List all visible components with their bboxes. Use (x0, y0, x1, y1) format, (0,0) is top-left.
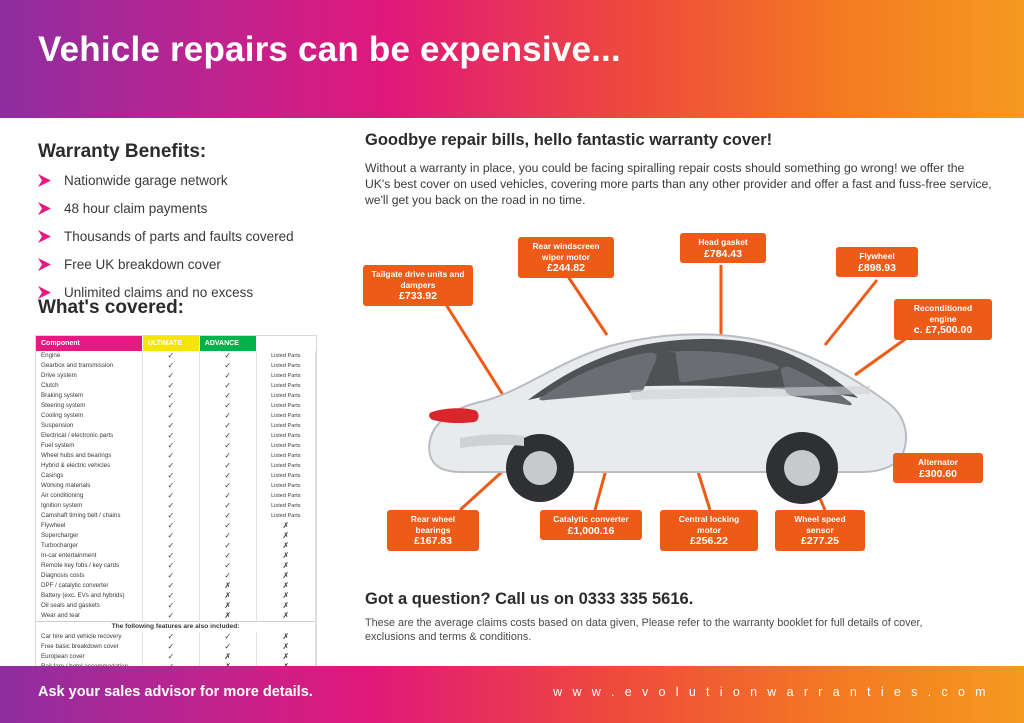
cell-essential: ✗ (256, 632, 315, 642)
callout-label: Reconditioned engine (913, 303, 973, 324)
callout-label: Central locking motor (678, 514, 740, 535)
cell-component: Cooling system (36, 411, 142, 421)
cell-ultimate: ✓ (142, 351, 199, 361)
cell-ultimate: ✓ (142, 521, 199, 531)
callout-label: Wheel speed sensor (794, 514, 846, 535)
cell-component: Suspension (36, 421, 142, 431)
cell-component: Braking system (36, 391, 142, 401)
callout-price: £167.83 (414, 535, 452, 547)
table-row (36, 632, 316, 642)
table-row (36, 401, 316, 411)
cell-component: Clutch (36, 381, 142, 391)
cell-essential: Listed Parts (256, 471, 315, 481)
cell-component: Battery (exc. EVs and hybrids) (36, 591, 142, 601)
page-title: Vehicle repairs can be expensive... (38, 30, 621, 69)
table-row (36, 351, 316, 361)
cell-essential: Listed Parts (256, 481, 315, 491)
cell-essential: ✗ (256, 591, 315, 601)
table-row (36, 652, 316, 662)
callout-label: Rear windscreen wiper motor (532, 241, 600, 262)
table-row (36, 431, 316, 441)
cell-component: Engine (36, 351, 142, 361)
cell-ultimate: ✓ (142, 431, 199, 441)
table-row (36, 511, 316, 521)
cell-ultimate: ✓ (142, 652, 199, 662)
table-row (36, 471, 316, 481)
cell-advance: ✓ (199, 501, 256, 511)
cell-advance: ✓ (199, 491, 256, 501)
cell-component: Supercharger (36, 531, 142, 541)
cell-advance: ✓ (199, 531, 256, 541)
arrow-icon (38, 258, 54, 271)
cell-essential: Listed Parts (256, 381, 315, 391)
cell-advance: ✓ (199, 511, 256, 521)
car-illustration (400, 290, 920, 520)
cell-essential: Listed Parts (256, 431, 315, 441)
cell-ultimate: ✓ (142, 461, 199, 471)
table-row (36, 481, 316, 491)
cell-component: Fuel system (36, 441, 142, 451)
callout-tailgate-drive-units (363, 265, 473, 306)
callout-price: £244.82 (547, 262, 585, 274)
cell-ultimate: ✓ (142, 441, 199, 451)
cell-advance: ✓ (199, 571, 256, 581)
warranty-benefits-title: Warranty Benefits: (38, 141, 207, 162)
cell-component: DPF / catalytic converter (36, 581, 142, 591)
cell-advance: ✗ (199, 601, 256, 611)
cell-component: Oil seals and gaskets (36, 601, 142, 611)
table-row (36, 361, 316, 371)
callout-price: £733.92 (399, 290, 437, 302)
column-header-advance: ADVANCE (199, 336, 256, 351)
cell-component: European cover (36, 652, 142, 662)
main-headline: Goodbye repair bills, hello fantastic warranty cover! (365, 131, 773, 149)
cell-ultimate: ✓ (142, 632, 199, 642)
table-header-row (36, 336, 316, 351)
cell-component: Working materials (36, 481, 142, 491)
cell-advance: ✓ (199, 551, 256, 561)
cell-ultimate: ✓ (142, 451, 199, 461)
table-row (36, 491, 316, 501)
table-row (36, 461, 316, 471)
cell-essential: ✗ (256, 571, 315, 581)
cell-advance: ✓ (199, 371, 256, 381)
cell-ultimate: ✓ (142, 501, 199, 511)
also-included-row (36, 622, 316, 633)
cell-component: Air conditioning (36, 491, 142, 501)
car-diagram (355, 225, 1005, 555)
cell-ultimate: ✓ (142, 601, 199, 611)
cell-essential: Listed Parts (256, 441, 315, 451)
cell-advance: ✓ (199, 401, 256, 411)
cell-component: Remote key fobs / key cards (36, 561, 142, 571)
benefit-label: Thousands of parts and faults covered (64, 229, 294, 244)
callout-price: £1,000.16 (567, 524, 615, 537)
question-title: Got a question? Call us on 0333 335 5616. (365, 590, 694, 608)
cell-component: Hybrid & electric vehicles (36, 461, 142, 471)
table-row (36, 551, 316, 561)
callout-price: £784.43 (704, 247, 742, 260)
question-body: These are the average claims costs based on data given, Please refer to the warranty booklet for full details of cover, exclusions and terms & conditions. (365, 617, 923, 643)
cell-advance: ✓ (199, 441, 256, 451)
cell-essential: Listed Parts (256, 351, 315, 361)
cell-component: In-car entertainment (36, 551, 142, 561)
cell-advance: ✓ (199, 391, 256, 401)
whats-covered-title: What's covered: (38, 297, 184, 318)
arrow-icon (38, 174, 54, 187)
table-row (36, 642, 316, 652)
benefit-label: Unlimited claims and no excess (64, 285, 254, 300)
benefit-label: Nationwide garage network (64, 173, 228, 188)
table-row (36, 451, 316, 461)
callout-label: Catalytic converter (553, 514, 629, 524)
callout-price: £277.25 (801, 535, 839, 547)
callout-price: c. £7,500.00 (913, 324, 973, 336)
callout-reconditioned-engine (894, 299, 992, 340)
cell-advance: ✓ (199, 561, 256, 571)
callout-head-gasket (680, 233, 766, 263)
cell-component: Ignition system (36, 501, 142, 511)
callout-price: £256.22 (690, 535, 728, 547)
table-row (36, 561, 316, 571)
cell-advance: ✗ (199, 581, 256, 591)
cell-ultimate: ✓ (142, 561, 199, 571)
cell-ultimate: ✓ (142, 551, 199, 561)
cell-ultimate: ✓ (142, 401, 199, 411)
cell-essential: ✗ (256, 551, 315, 561)
cell-advance: ✗ (199, 611, 256, 622)
cell-essential: Listed Parts (256, 451, 315, 461)
cell-essential: Listed Parts (256, 421, 315, 431)
table-row (36, 381, 316, 391)
cell-advance: ✗ (199, 652, 256, 662)
column-header-ultimate: ULTIMATE (142, 336, 199, 351)
table-row (36, 591, 316, 601)
benefit-label: Free UK breakdown cover (64, 257, 221, 272)
cell-component: Steering system (36, 401, 142, 411)
cell-advance: ✓ (199, 431, 256, 441)
callout-label: Flywheel (859, 251, 895, 261)
cell-advance: ✓ (199, 642, 256, 652)
cell-ultimate: ✓ (142, 411, 199, 421)
page-header (0, 0, 1024, 118)
cell-essential: ✗ (256, 652, 315, 662)
list-item (38, 170, 338, 191)
page-footer (0, 666, 1024, 723)
cell-essential: ✗ (256, 531, 315, 541)
cell-advance: ✓ (199, 461, 256, 471)
callout-price: £898.93 (858, 261, 896, 274)
table-row (36, 571, 316, 581)
coverage-table (35, 335, 317, 673)
cell-component: Turbocharger (36, 541, 142, 551)
cell-advance: ✓ (199, 421, 256, 431)
cell-component: Wear and tear (36, 611, 142, 622)
cell-advance: ✓ (199, 521, 256, 531)
callout-catalytic-converter (540, 510, 642, 540)
cell-essential: ✗ (256, 581, 315, 591)
list-item (38, 254, 338, 275)
cell-ultimate: ✓ (142, 541, 199, 551)
cell-ultimate: ✓ (142, 511, 199, 521)
cell-ultimate: ✓ (142, 642, 199, 652)
arrow-icon (38, 230, 54, 243)
cell-component: Drive system (36, 371, 142, 381)
callout-label: Alternator (917, 457, 959, 467)
cell-component: Car hire and vehicle recovery (36, 632, 142, 642)
benefit-label: 48 hour claim payments (64, 201, 208, 216)
also-included-label: The following features are also included: (36, 622, 316, 633)
cell-essential: Listed Parts (256, 511, 315, 521)
column-header-essential: ESSENTIAL (256, 336, 315, 351)
callout-rear-wheel-bearings (387, 510, 479, 551)
cell-advance: ✓ (199, 632, 256, 642)
cell-essential: ✗ (256, 561, 315, 571)
cell-advance: ✓ (199, 541, 256, 551)
cell-advance: ✓ (199, 411, 256, 421)
list-item (38, 226, 338, 247)
table-row (36, 521, 316, 531)
cell-advance: ✓ (199, 361, 256, 371)
table-row (36, 391, 316, 401)
cell-ultimate: ✓ (142, 591, 199, 601)
list-item (38, 198, 338, 219)
cell-ultimate: ✓ (142, 371, 199, 381)
callout-central-locking-motor (660, 510, 758, 551)
cell-essential: ✗ (256, 541, 315, 551)
cell-ultimate: ✓ (142, 391, 199, 401)
cell-essential: Listed Parts (256, 401, 315, 411)
callout-label: Tailgate drive units and dampers (371, 269, 465, 290)
footer-website[interactable]: w w w . e v o l u t i o n w a r r a n t i e s . c o m (553, 685, 989, 699)
cell-ultimate: ✓ (142, 611, 199, 622)
cell-essential: Listed Parts (256, 461, 315, 471)
cell-advance: ✓ (199, 451, 256, 461)
table-row (36, 501, 316, 511)
cell-essential: Listed Parts (256, 411, 315, 421)
table-row (36, 411, 316, 421)
table-row (36, 421, 316, 431)
cell-advance: ✓ (199, 481, 256, 491)
cell-ultimate: ✓ (142, 471, 199, 481)
main-body-text: Without a warranty in place, you could be facing spiralling repair costs should something go wrong! we offer the UK's best cover on used vehicles, covering more parts than any other provider and offer a fast and fuss-free service, we'll get you back on the road in no time. (365, 161, 992, 207)
cell-essential: ✗ (256, 642, 315, 652)
cell-component: Camshaft timing belt / chains (36, 511, 142, 521)
callout-label: Head gasket (698, 237, 748, 247)
table-row (36, 371, 316, 381)
table-row (36, 581, 316, 591)
column-header-component: Component (36, 336, 142, 351)
cell-advance: ✓ (199, 471, 256, 481)
cell-ultimate: ✓ (142, 571, 199, 581)
cell-ultimate: ✓ (142, 361, 199, 371)
table-row (36, 601, 316, 611)
callout-rear-windscreen-wiper-motor (518, 237, 614, 278)
cell-essential: Listed Parts (256, 391, 315, 401)
cell-component: Free basic breakdown cover (36, 642, 142, 652)
table-row (36, 441, 316, 451)
cell-advance: ✓ (199, 351, 256, 361)
callout-label: Rear wheel bearings (410, 514, 456, 535)
cell-ultimate: ✓ (142, 531, 199, 541)
cell-ultimate: ✓ (142, 381, 199, 391)
cell-advance: ✓ (199, 381, 256, 391)
warranty-benefits-list (38, 170, 338, 310)
cell-component: Diagnosis costs (36, 571, 142, 581)
cell-component: Wheel hubs and bearings (36, 451, 142, 461)
cell-essential: Listed Parts (256, 361, 315, 371)
table-row (36, 541, 316, 551)
cell-essential: ✗ (256, 601, 315, 611)
cell-component: Gearbox and transmission (36, 361, 142, 371)
cell-essential: Listed Parts (256, 371, 315, 381)
cell-essential: ✗ (256, 521, 315, 531)
cell-component: Casings (36, 471, 142, 481)
callout-price: £300.60 (919, 467, 957, 480)
table-row (36, 531, 316, 541)
table-row (36, 611, 316, 622)
cell-ultimate: ✓ (142, 581, 199, 591)
cell-ultimate: ✓ (142, 421, 199, 431)
cell-essential: ✗ (256, 611, 315, 622)
callout-alternator (893, 453, 983, 483)
arrow-icon (38, 202, 54, 215)
cell-advance: ✗ (199, 591, 256, 601)
callout-flywheel (836, 247, 918, 277)
cell-component: Electrical / electronic parts (36, 431, 142, 441)
cell-essential: Listed Parts (256, 491, 315, 501)
cell-ultimate: ✓ (142, 481, 199, 491)
footer-cta: Ask your sales advisor for more details. (38, 684, 313, 700)
callout-wheel-speed-sensor (775, 510, 865, 551)
cell-essential: Listed Parts (256, 501, 315, 511)
cell-ultimate: ✓ (142, 491, 199, 501)
cell-component: Flywheel (36, 521, 142, 531)
